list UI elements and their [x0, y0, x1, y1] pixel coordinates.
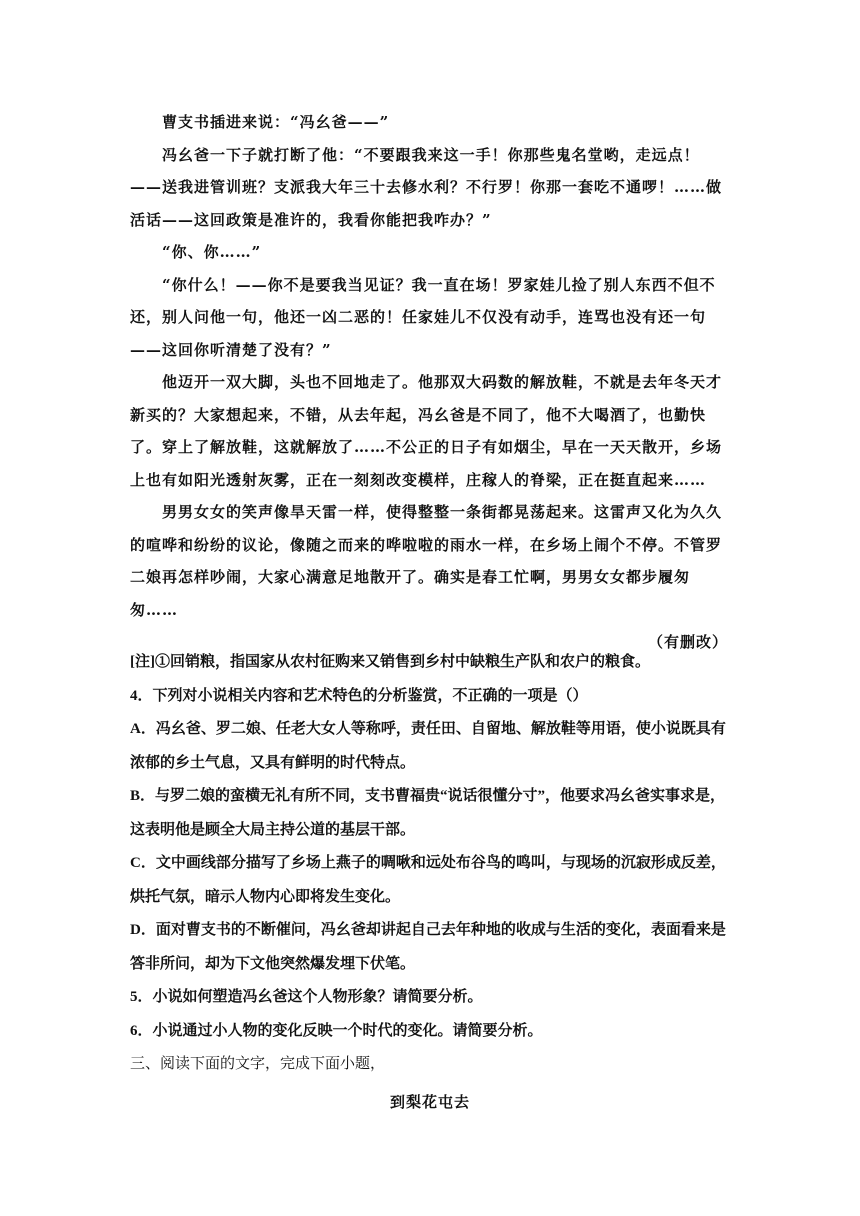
story-paragraph: “你什么！——你不是要我当见证？我一直在场！罗家娃儿捡了别人东西不但不还，别人问他一句，他还一凶二恶的！任家娃儿不仅没有动手，连骂也没有还一句——这回你听清楚了没有？” [130, 275, 716, 359]
option-b: B．与罗二娘的蛮横无礼有所不同，支书曹福贵“说话很懂分寸”，他要求冯幺爸实事求是，这表明他是顾全大局主持公道的基层干部。 [130, 788, 726, 838]
source-note: （有删改） [647, 633, 728, 651]
story-paragraph: 冯幺爸一下子就打断了他：“不要跟我来这一手！你那些鬼名堂哟，走远点！——送我进管训班？支派我大年三十去修水利？不行罗！你那一套吃不通啰！……做活话——这回政策是准许的，我看你能把我咋办？” [130, 145, 723, 229]
question-4: 4．下列对小说相关内容和艺术特色的分析鉴赏，不正确的一项是（） [130, 687, 588, 704]
option-c: C．文中画线部分描写了乡场上燕子的啁啾和远处布谷鸟的鸣叫，与现场的沉寂形成反差，烘托气氛，暗示人物内心即将发生变化。 [130, 855, 726, 905]
option-d: D．面对曹支书的不断催问，冯幺爸却讲起自己去年种地的收成与生活的变化，表面看来是答非所问，却为下文他突然爆发埋下伏笔。 [130, 922, 726, 972]
section-heading: 三、阅读下面的文字，完成下面小题， [130, 1056, 386, 1072]
story-paragraph: 男男女女的笑声像旱天雷一样，使得整整一条街都晃荡起来。这雷声又化为久久的喧哗和纷纷的议论，像随之而来的哗啦啦的雨水一样，在乡场上闹个不停。不管罗二娘再怎样吵闹，大家心满意足地散开了。确实是春工忙啊，男男女女都步履匆匆…… [130, 503, 723, 619]
story-excerpt [130, 106, 728, 659]
option-a: A．冯幺爸、罗二娘、任老大女人等称呼，责任田、自留地、解放鞋等用语，使小说既具有浓郁的乡土气息，又具有鲜明的时代特点。 [130, 721, 726, 771]
story-paragraph: 曹支书插进来说：“冯幺爸——” [162, 113, 390, 131]
passage-title: 到梨花屯去 [389, 1092, 470, 1111]
story-paragraph: 他迈开一双大脚，头也不回地走了。他那双大码数的解放鞋，不就是去年冬天才新买的？大家想起来，不错，从去年起，冯幺爸是不同了，他不大喝酒了，也勤快了。穿上了解放鞋，这就解放了……不公正的日子有如烟尘，早在一天天散开，乡场上也有如阳光透射灰雾，正在一刻刻改变模样，庄稼人的脊梁，正在挺直起来…… [130, 373, 723, 489]
footnote: [注]①回销粮，指国家从农村征购来又销售到乡村中缺粮生产队和农户的粮食。 [130, 654, 650, 670]
story-paragraph: “你、你……” [162, 243, 262, 261]
questions-section [130, 646, 730, 1119]
question-5: 5．小说如何塑造冯幺爸这个人物形象？请简要分析。 [130, 989, 483, 1005]
question-6: 6．小说通过小人物的变化反映一个时代的变化。请简要分析。 [130, 1022, 543, 1039]
